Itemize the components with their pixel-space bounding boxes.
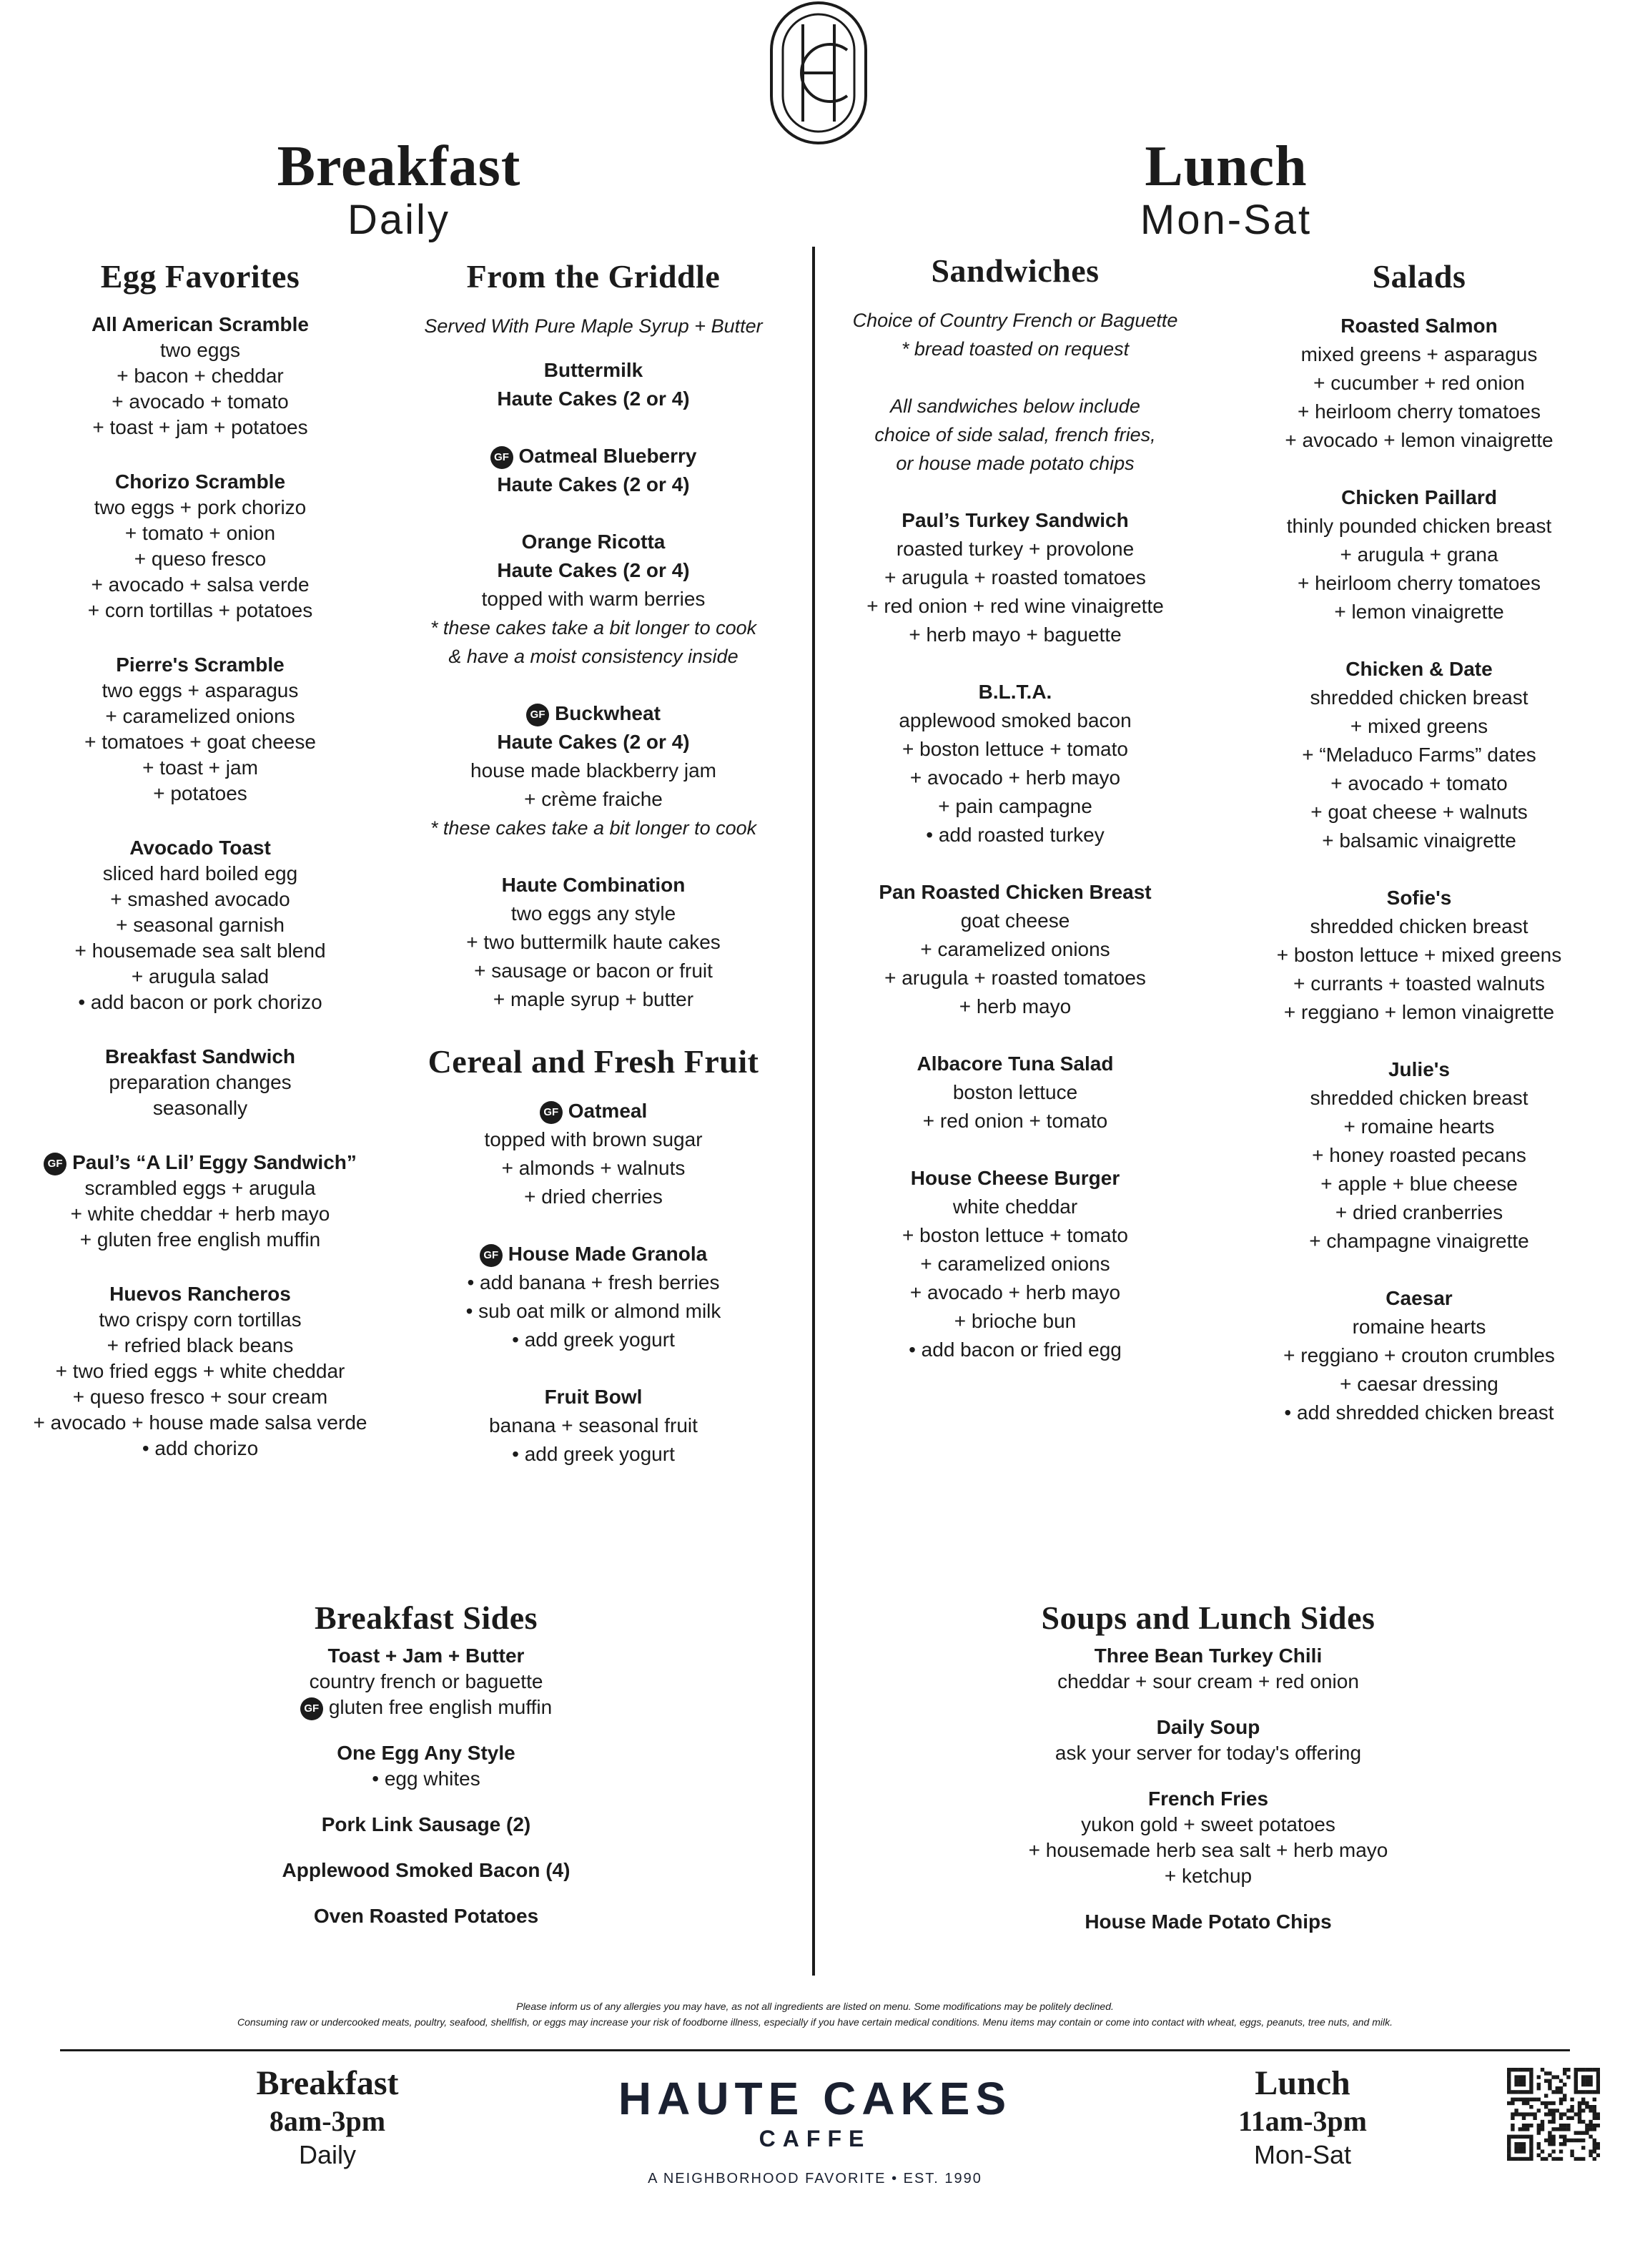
- menu-item-description: + queso fresco + sour cream: [72, 1386, 328, 1408]
- breakfast-sides-section: [212, 1599, 641, 1949]
- menu-item-description: sliced hard boiled egg: [102, 862, 298, 884]
- menu-item-name-text: All American Scramble: [92, 313, 309, 335]
- sandwiches-note-3: All sandwiches below include: [890, 395, 1140, 417]
- menu-item-description: boston lettuce: [952, 1081, 1078, 1103]
- menu-item-name-text: Paul’s Turkey Sandwich: [902, 509, 1129, 531]
- menu-item-toast-jam-butter: [212, 1643, 641, 1720]
- menu-item-description: + bacon + cheddar: [117, 365, 284, 387]
- foodborne-disclaimer: Consuming raw or undercooked meats, poultry, seafood, shellfish, or eggs may increase your risk of foodborne illness, especially if you have certain medical conditions. Menu items may contain or come into contact with wheat, eggs, peanuts, tree nuts, and milk.: [237, 2016, 1393, 2028]
- menu-item-description: + boston lettuce + mixed greens: [1276, 944, 1562, 966]
- menu-item-description: + lemon vinaigrette: [1334, 601, 1504, 623]
- menu-item-description: + mixed greens: [1350, 715, 1488, 737]
- menu-item-description: + red onion + red wine vinaigrette: [866, 595, 1164, 617]
- menu-item-description: + honey roasted pecans: [1312, 1144, 1526, 1166]
- menu-item-description: + red onion + tomato: [922, 1110, 1108, 1132]
- menu-item-description: + reggiano + crouton crumbles: [1283, 1344, 1555, 1366]
- menu-item-name: [212, 1812, 641, 1838]
- menu-item-description: mixed greens + asparagus: [1300, 343, 1538, 365]
- gluten-free-badge-icon: GF: [480, 1244, 503, 1267]
- menu-item-pierre-s-scramble: [7, 652, 393, 807]
- menu-item-description: + caramelized onions: [920, 1253, 1110, 1275]
- menu-item-description: + housemade sea salt blend: [74, 940, 326, 962]
- menu-item-name: [1230, 312, 1609, 340]
- menu-item-description: + avocado + tomato: [1330, 772, 1508, 794]
- menu-item-name-text: Orange Ricotta: [521, 531, 666, 553]
- menu-item-description: shredded chicken breast: [1310, 686, 1528, 709]
- menu-item-description: + boston lettuce + tomato: [902, 1224, 1128, 1246]
- sandwiches-note-4: choice of side salad, french fries,: [874, 424, 1156, 445]
- menu-item-name-text: Julie's: [1388, 1058, 1451, 1080]
- menu-item-chicken-paillard: [1230, 483, 1609, 626]
- menu-item-description: two eggs: [159, 339, 241, 361]
- menu-item-name: [400, 1240, 786, 1268]
- menu-item-description: + arugula + roasted tomatoes: [884, 566, 1146, 588]
- breakfast-hours-days: Daily: [298, 2140, 356, 2169]
- menu-item-description: cheddar + sour cream + red onion: [1057, 1670, 1359, 1692]
- menu-item-description: goat cheese: [960, 909, 1070, 932]
- menu-item-description: topped with warm berries: [481, 588, 706, 610]
- menu-item-name: [958, 1643, 1458, 1669]
- salads-list: [1230, 312, 1609, 1427]
- egg-favorites-list: [7, 312, 393, 1461]
- menu-item-name-line-2: Haute Cakes (2 or 4): [497, 473, 690, 495]
- lunch-hours-time: 11am-3pm: [1238, 2105, 1367, 2137]
- menu-item-name: [400, 356, 786, 385]
- menu-item-description: country french or baguette: [309, 1670, 543, 1692]
- menu-item-name: [829, 678, 1201, 706]
- menu-item-description: + heirloom cherry tomatoes: [1297, 572, 1541, 594]
- lunch-sides-title: Soups and Lunch Sides: [1041, 1599, 1375, 1636]
- menu-item-description: + avocado + herb mayo: [909, 766, 1121, 789]
- menu-item-description: + apple + blue cheese: [1320, 1173, 1518, 1195]
- menu-item-name: [212, 1858, 641, 1883]
- menu-item-french-fries: [958, 1786, 1458, 1889]
- gluten-free-badge-icon: GF: [490, 446, 513, 469]
- menu-item-name: [829, 1164, 1201, 1193]
- menu-item-description: + crème fraiche: [524, 788, 663, 810]
- lunch-sides-list: [958, 1643, 1458, 1935]
- menu-item-name-text: Breakfast Sandwich: [104, 1045, 296, 1068]
- menu-item-name: [958, 1909, 1458, 1935]
- menu-item-name: [7, 312, 393, 337]
- menu-item-name: [829, 878, 1201, 907]
- menu-item-description: + maple syrup + butter: [493, 988, 694, 1010]
- menu-item-description: + avocado + salsa verde: [91, 573, 310, 596]
- gluten-free-badge-icon: GF: [540, 1101, 563, 1124]
- menu-item-buttermilk: [400, 356, 786, 413]
- allergy-disclaimer: Please inform us of any allergies you may have, as not all ingredients are listed on menu. Some modifications may be politely declined.: [516, 2001, 1114, 2012]
- menu-item-name: [1230, 884, 1609, 912]
- footer-rule: [60, 2049, 1570, 2051]
- menu-item-name-text: Pork Link Sausage (2): [321, 1813, 531, 1835]
- menu-item-name-text: French Fries: [1147, 1788, 1269, 1810]
- menu-item-description: two eggs any style: [510, 902, 676, 925]
- column-divider: [812, 247, 815, 1976]
- breakfast-heading: [149, 136, 649, 243]
- menu-item-daily-soup: [958, 1715, 1458, 1766]
- menu-item-description: + arugula + grana: [1340, 543, 1498, 566]
- menu-item-description: + caramelized onions: [105, 705, 295, 727]
- menu-item-description: scrambled eggs + arugula: [84, 1177, 316, 1199]
- menu-item-name: [7, 1281, 393, 1307]
- menu-item-description: • add bacon or pork chorizo: [78, 991, 322, 1013]
- menu-item-description: + toast + jam + potatoes: [92, 416, 308, 438]
- menu-item-name: [7, 835, 393, 861]
- menu-item-description: two eggs + asparagus: [102, 679, 299, 701]
- menu-item-name: [400, 442, 786, 470]
- brand-tagline: A NEIGHBORHOOD FAVORITE • EST. 1990: [648, 2171, 982, 2186]
- menu-item-description: + dried cranberries: [1335, 1201, 1503, 1223]
- menu-item-description: two eggs + pork chorizo: [94, 496, 307, 518]
- menu-item-name: [400, 871, 786, 899]
- salads-title: Salads: [1372, 258, 1466, 295]
- menu-item-house-cheese-burger: [829, 1164, 1201, 1364]
- griddle-title: From the Griddle: [466, 258, 721, 295]
- menu-item-buckwheat: [400, 699, 786, 842]
- menu-item-description: + queso fresco: [134, 548, 267, 570]
- menu-item-description: • add shredded chicken breast: [1284, 1401, 1554, 1424]
- menu-item-description: + toast + jam: [142, 756, 258, 779]
- menu-item-name-text: Chorizo Scramble: [114, 470, 286, 493]
- brand-name: HAUTE CAKES: [618, 2073, 1012, 2124]
- menu-item-description: + avocado + lemon vinaigrette: [1285, 429, 1554, 451]
- menu-item-description: + goat cheese + walnuts: [1310, 801, 1528, 823]
- menu-item-name: [400, 1383, 786, 1411]
- menu-item-description: • add banana + fresh berries: [467, 1271, 720, 1293]
- griddle-section: [400, 257, 786, 1497]
- menu-item-name-text: Buttermilk: [543, 359, 643, 381]
- lunch-heading: [976, 136, 1476, 243]
- menu-item-description: + corn tortillas + potatoes: [87, 599, 313, 621]
- breakfast-title: Breakfast: [277, 135, 521, 198]
- menu-item-name-text: Buckwheat: [555, 702, 661, 724]
- menu-item-description: banana + seasonal fruit: [489, 1414, 698, 1436]
- menu-item-name-text: Haute Combination: [501, 874, 686, 896]
- salads-section: [1230, 257, 1609, 1456]
- menu-item-description: shredded chicken breast: [1310, 1087, 1528, 1109]
- menu-item-name-text: Three Bean Turkey Chili: [1094, 1645, 1323, 1667]
- menu-item-name-text: Pan Roasted Chicken Breast: [879, 881, 1152, 903]
- menu-item-description: • add chorizo: [142, 1437, 259, 1459]
- menu-item-name: [7, 1044, 393, 1070]
- lunch-subtitle: Mon-Sat: [1140, 197, 1313, 243]
- menu-item-description: two crispy corn tortillas: [99, 1308, 302, 1331]
- menu-item-description: + pain campagne: [938, 795, 1092, 817]
- menu-item-three-bean-turkey-chili: [958, 1643, 1458, 1695]
- menu-item-description: romaine hearts: [1352, 1316, 1486, 1338]
- menu-item-name: [7, 1150, 393, 1175]
- menu-item-description: + brioche bun: [954, 1310, 1077, 1332]
- qr-code-icon[interactable]: [1507, 2068, 1600, 2161]
- menu-item-description: • add greek yogurt: [512, 1443, 675, 1465]
- menu-item-description: + ketchup: [1164, 1865, 1253, 1887]
- menu-item-description: + two buttermilk haute cakes: [466, 931, 721, 953]
- menu-item-name: [7, 469, 393, 495]
- menu-item-description: + balsamic vinaigrette: [1322, 829, 1516, 852]
- breakfast-sides-list: [212, 1643, 641, 1929]
- menu-item-chorizo-scramble: [7, 469, 393, 623]
- menu-item-fruit-bowl: [400, 1383, 786, 1469]
- menu-item-name-text: House Made Granola: [508, 1243, 708, 1265]
- menu-item-name-text: House Cheese Burger: [910, 1167, 1120, 1189]
- menu-item-description: + smashed avocado: [110, 888, 290, 910]
- menu-item-name-text: Avocado Toast: [129, 837, 271, 859]
- menu-item-description: + boston lettuce + tomato: [902, 738, 1128, 760]
- sandwiches-note-2: * bread toasted on request: [901, 338, 1130, 360]
- menu-item-name: [829, 506, 1201, 535]
- menu-item-description: + cucumber + red onion: [1313, 372, 1525, 394]
- lunch-hours-days: Mon-Sat: [1253, 2140, 1352, 2169]
- egg-favorites-title: Egg Favorites: [100, 258, 300, 295]
- lunch-sides-section: [958, 1599, 1458, 1955]
- menu-item-note: * these cakes take a bit longer to cook: [430, 817, 757, 839]
- menu-item-description: + herb mayo + baguette: [909, 623, 1122, 646]
- brand-block: [601, 2074, 1029, 2189]
- menu-item-name: [212, 1740, 641, 1766]
- menu-item-description: ask your server for today's offering: [1054, 1742, 1362, 1764]
- menu-item-name-line-2: Haute Cakes (2 or 4): [497, 559, 690, 581]
- menu-item-name-text: Oven Roasted Potatoes: [313, 1905, 539, 1927]
- breakfast-hours-time: 8am-3pm: [269, 2105, 386, 2137]
- menu-item-oven-roasted-potatoes: [212, 1903, 641, 1929]
- menu-item-description: + heirloom cherry tomatoes: [1297, 400, 1541, 423]
- menu-item-description: + seasonal garnish: [116, 914, 285, 936]
- menu-item-description: + avocado + herb mayo: [909, 1281, 1121, 1303]
- menu-item-name-text: Albacore Tuna Salad: [917, 1052, 1114, 1075]
- menu-item-description: + tomatoes + goat cheese: [84, 731, 316, 753]
- menu-item-description: + two fried eggs + white cheddar: [55, 1360, 345, 1382]
- menu-item-description: + arugula salad: [131, 965, 270, 987]
- menu-item-name-text: B.L.T.A.: [978, 681, 1052, 703]
- sandwiches-list: [829, 506, 1201, 1364]
- menu-item-description: + potatoes: [153, 782, 247, 804]
- menu-item-huevos-rancheros: [7, 1281, 393, 1461]
- menu-item-description: + sausage or bacon or fruit: [474, 960, 713, 982]
- menu-item-name-text: Daily Soup: [1156, 1716, 1260, 1738]
- menu-item-julie-s: [1230, 1055, 1609, 1256]
- menu-item-pan-roasted-chicken-breast: [829, 878, 1201, 1021]
- menu-item-description: white cheddar: [952, 1195, 1078, 1218]
- menu-item-avocado-toast: [7, 835, 393, 1015]
- menu-item-name: [958, 1786, 1458, 1812]
- menu-item-description: • add greek yogurt: [512, 1328, 675, 1351]
- menu-item-name-line-2: Haute Cakes (2 or 4): [497, 731, 690, 753]
- menu-item-name-text: Pierre's Scramble: [116, 654, 285, 676]
- menu-item-oatmeal-blueberry: [400, 442, 786, 499]
- sandwiches-title: Sandwiches: [931, 252, 1100, 289]
- lunch-hours: [1152, 2064, 1453, 2171]
- menu-item-name: [1230, 655, 1609, 684]
- menu-item-description: yukon gold + sweet potatoes: [1081, 1813, 1335, 1835]
- menu-item-note: * these cakes take a bit longer to cook: [430, 617, 757, 639]
- menu-item-description: + caramelized onions: [920, 938, 1110, 960]
- menu-item-description: + refried black beans: [107, 1334, 294, 1356]
- menu-item-applewood-smoked-bacon-4: [212, 1858, 641, 1883]
- menu-item-description: • add roasted turkey: [926, 824, 1105, 846]
- cereal-title: Cereal and Fresh Fruit: [428, 1043, 759, 1080]
- menu-item-description: + housemade herb sea salt + herb mayo: [1028, 1839, 1388, 1861]
- gluten-free-badge-icon: GF: [300, 1697, 323, 1720]
- gluten-free-badge-icon: GF: [44, 1153, 66, 1175]
- menu-item-description: preparation changes: [109, 1071, 292, 1093]
- breakfast-sides-title: Breakfast Sides: [314, 1599, 538, 1636]
- menu-item-house-made-granola: [400, 1240, 786, 1354]
- menu-item-description: + “Meladuco Farms” dates: [1302, 744, 1536, 766]
- menu-item-paul-s-turkey-sandwich: [829, 506, 1201, 649]
- menu-item-name-text: Caesar: [1386, 1287, 1453, 1309]
- menu-item-name: [400, 528, 786, 556]
- menu-item-name-text: Paul’s “A Lil’ Eggy Sandwich”: [72, 1151, 357, 1173]
- menu-item-name: [400, 699, 786, 728]
- menu-item-description: house made blackberry jam: [470, 759, 716, 782]
- breakfast-hours: [177, 2064, 478, 2171]
- menu-item-description: • egg whites: [372, 1767, 480, 1790]
- hc-monogram-logo: [769, 0, 869, 147]
- menu-item-name: [958, 1715, 1458, 1740]
- menu-item-description: + avocado + tomato: [112, 390, 289, 413]
- menu-item-sofie-s: [1230, 884, 1609, 1027]
- menu-item-gf-option: [212, 1695, 641, 1720]
- menu-item-description: + avocado + house made salsa verde: [33, 1411, 367, 1434]
- menu-item-description: topped with brown sugar: [484, 1128, 703, 1150]
- lunch-title: Lunch: [1145, 135, 1308, 198]
- menu-item-name: [1230, 1055, 1609, 1084]
- menu-item-name: [212, 1643, 641, 1669]
- menu-item-description: + romaine hearts: [1343, 1115, 1495, 1138]
- egg-favorites-section: [7, 257, 393, 1490]
- menu-item-description: + champagne vinaigrette: [1309, 1230, 1529, 1252]
- menu-item-name-text: House Made Potato Chips: [1085, 1910, 1332, 1933]
- menu-item-description: + caesar dressing: [1340, 1373, 1498, 1395]
- menu-item-description: shredded chicken breast: [1310, 915, 1528, 937]
- menu-item-orange-ricotta: [400, 528, 786, 671]
- menu-item-name-text: Chicken & Date: [1345, 658, 1493, 680]
- breakfast-subtitle: Daily: [347, 197, 450, 243]
- menu-item-description: roasted turkey + provolone: [896, 538, 1135, 560]
- menu-item-oatmeal: [400, 1097, 786, 1211]
- menu-item-name: [1230, 1284, 1609, 1313]
- breakfast-hours-label: Breakfast: [256, 2064, 399, 2102]
- menu-item-b-l-t-a: [829, 678, 1201, 849]
- menu-item-description: • sub oat milk or almond milk: [465, 1300, 721, 1322]
- menu-item-name-text: Sofie's: [1386, 887, 1452, 909]
- menu-item-name: [212, 1903, 641, 1929]
- sandwiches-section: [829, 252, 1201, 1393]
- menu-item-albacore-tuna-salad: [829, 1050, 1201, 1135]
- menu-item-name-text: Huevos Rancheros: [109, 1283, 291, 1305]
- menu-item-description: + arugula + roasted tomatoes: [884, 967, 1146, 989]
- menu-item-name-text: Oatmeal Blueberry: [518, 445, 697, 467]
- menu-item-name-line-2: Haute Cakes (2 or 4): [497, 388, 690, 410]
- menu-item-name: [7, 652, 393, 678]
- menu-item-caesar: [1230, 1284, 1609, 1427]
- griddle-list: [400, 356, 786, 1014]
- menu-item-name-text: Toast + Jam + Butter: [327, 1645, 525, 1667]
- menu-item-house-made-potato-chips: [958, 1909, 1458, 1935]
- menu-item-name-text: Fruit Bowl: [544, 1386, 643, 1408]
- menu-item-one-egg-any-style: [212, 1740, 641, 1792]
- menu-item-name-text: Chicken Paillard: [1341, 486, 1497, 508]
- lunch-hours-label: Lunch: [1255, 2064, 1350, 2102]
- menu-item-description: + almonds + walnuts: [501, 1157, 686, 1179]
- menu-item-name-text: Applewood Smoked Bacon (4): [282, 1859, 570, 1881]
- menu-item-description: + reggiano + lemon vinaigrette: [1283, 1001, 1555, 1023]
- menu-item-note: & have a moist consistency inside: [448, 646, 739, 667]
- menu-item-description: seasonally: [152, 1097, 248, 1119]
- menu-item-description: + tomato + onion: [124, 522, 276, 544]
- menu-item-paul-s-a-lil-eggy-sandwich: [7, 1150, 393, 1253]
- menu-item-roasted-salmon: [1230, 312, 1609, 455]
- menu-item-name-text: Oatmeal: [568, 1100, 648, 1122]
- menu-item-breakfast-sandwich: [7, 1044, 393, 1121]
- menu-item-all-american-scramble: [7, 312, 393, 440]
- menu-item-description: + currants + toasted walnuts: [1293, 972, 1545, 995]
- menu-item-description: thinly pounded chicken breast: [1286, 515, 1552, 537]
- griddle-intro: Served With Pure Maple Syrup + Butter: [424, 315, 763, 337]
- cereal-list: [400, 1097, 786, 1469]
- menu-item-name: [400, 1097, 786, 1125]
- menu-item-description: • add bacon or fried egg: [909, 1338, 1122, 1361]
- gluten-free-badge-icon: GF: [526, 704, 549, 726]
- menu-item-description: applewood smoked bacon: [899, 709, 1132, 731]
- menu-item-name: [1230, 483, 1609, 512]
- sandwiches-note-5: or house made potato chips: [896, 453, 1135, 474]
- menu-item-description: + herb mayo: [959, 995, 1072, 1017]
- menu-item-description: + dried cherries: [524, 1185, 663, 1208]
- menu-item-chicken-date: [1230, 655, 1609, 855]
- menu-item-haute-combination: [400, 871, 786, 1014]
- sandwiches-note-1: Choice of Country French or Baguette: [852, 310, 1178, 331]
- menu-item-description: + gluten free english muffin: [79, 1228, 321, 1251]
- menu-item-name: [829, 1050, 1201, 1078]
- menu-item-name-text: One Egg Any Style: [337, 1742, 515, 1764]
- brand-subname: CAFFE: [759, 2126, 871, 2151]
- menu-item-gf-option-text: gluten free english muffin: [328, 1696, 553, 1718]
- menu-item-name-text: Roasted Salmon: [1340, 315, 1498, 337]
- menu-item-description: + white cheddar + herb mayo: [70, 1203, 330, 1225]
- menu-item-pork-link-sausage-2: [212, 1812, 641, 1838]
